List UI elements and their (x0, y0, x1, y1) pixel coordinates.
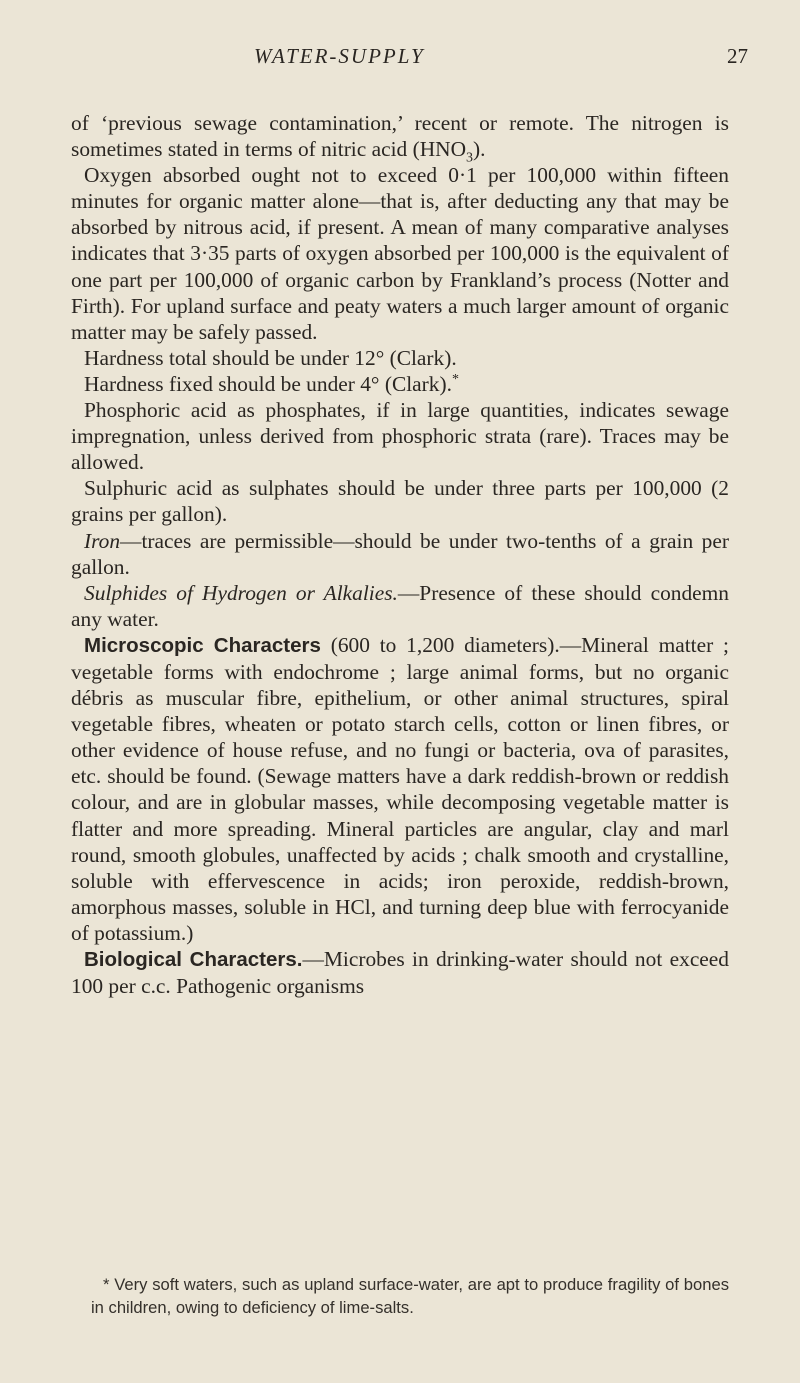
paragraph-nitrogen: of ‘previous sewage contamination,’ recent or remote. The nitrogen is sometimes stated in terms of nitric acid $(HNO_3)$. (71, 111, 729, 166)
iron-label: Iron (84, 528, 121, 553)
paragraph-oxygen-absorbed: Oxygen absorbed ought not to exceed 0·1 per 100,000 within fifteen minutes for organic matter alone—that is, after deducting any that may be absorbed by nitrous acid, if present. A mean of many comparative analyses indicates that 3·35 parts of oxygen absorbed per 100,000 is the equivalent of one part per 100,000 of organic carbon by Frankland’s process (Notter and Firth). For upland surface and peaty waters a much larger amount of organic matter may be safely passed. (71, 163, 729, 344)
footnote-mark: * (103, 1275, 110, 1294)
paragraph-hardness-fixed: Hardness fixed should be under 4° (Clark).* (84, 371, 459, 396)
microscopic-heading: Microscopic Characters (84, 633, 321, 657)
running-head: WATER-SUPPLY (254, 44, 425, 68)
footnote-text: Very soft waters, such as upland surface-water, are apt to produce fragility of bones in children, owing to deficiency of lime-salts. (91, 1275, 729, 1317)
page-header (0, 44, 800, 74)
paragraph-iron: Iron—traces are permissible—should be under two-tenths of a grain per gallon. (71, 528, 729, 579)
paragraph-hardness-total: Hardness total should be under 12° (Clark). (84, 345, 457, 370)
paragraph-sulphides: Sulphides of Hydrogen or Alkalies.—Presence of these should condemn any water. (71, 580, 729, 631)
paragraph-microscopic: Microscopic Characters (600 to 1,200 diameters).—Mineral matter ; vegetable forms with endochrome ; large animal forms, but no organic débris as muscular fibre, epithelium, or other animal structures, spiral vegetable fibres, wheaten or potato starch cells, cotton or linen fibres, or other evidence of house refuse, and no fungi or bacteria, ova of parasites, etc. should be found. (Sewage matters have a dark reddish-brown or reddish colour, and are in globular masses, while decomposing vegetable matter is flatter and more spreading. Mineral particles are angular, clay and marl round, smooth globules, unaffected by acids ; chalk smooth and crystalline, soluble with effervescence in acids; iron peroxide, reddish-brown, amorphous masses, soluble in HCl, and turning deep blue with ferrocyanide of potassium.) (71, 632, 729, 945)
paragraph-biological: Biological Characters.—Microbes in drinking-water should not exceed 100 per c.c. Pathogenic organisms (71, 947, 729, 999)
body-text (71, 110, 729, 999)
biological-heading: Biological Characters. (84, 948, 303, 971)
sulphides-label: Sulphides of Hydrogen or Alkalies. (84, 580, 398, 605)
footnote (91, 1273, 729, 1319)
paragraph-sulphuric-acid: Sulphuric acid as sulphates should be under three parts per 100,000 (2 grains per gallon). (71, 476, 729, 527)
paragraph-phosphoric-acid: Phosphoric acid as phosphates, if in large quantities, indicates sewage impregnation, unless derived from phosphoric strata (rare). Traces may be allowed. (71, 398, 729, 475)
page-number: 27 (727, 44, 748, 68)
footnote-reference: * (451, 371, 459, 387)
